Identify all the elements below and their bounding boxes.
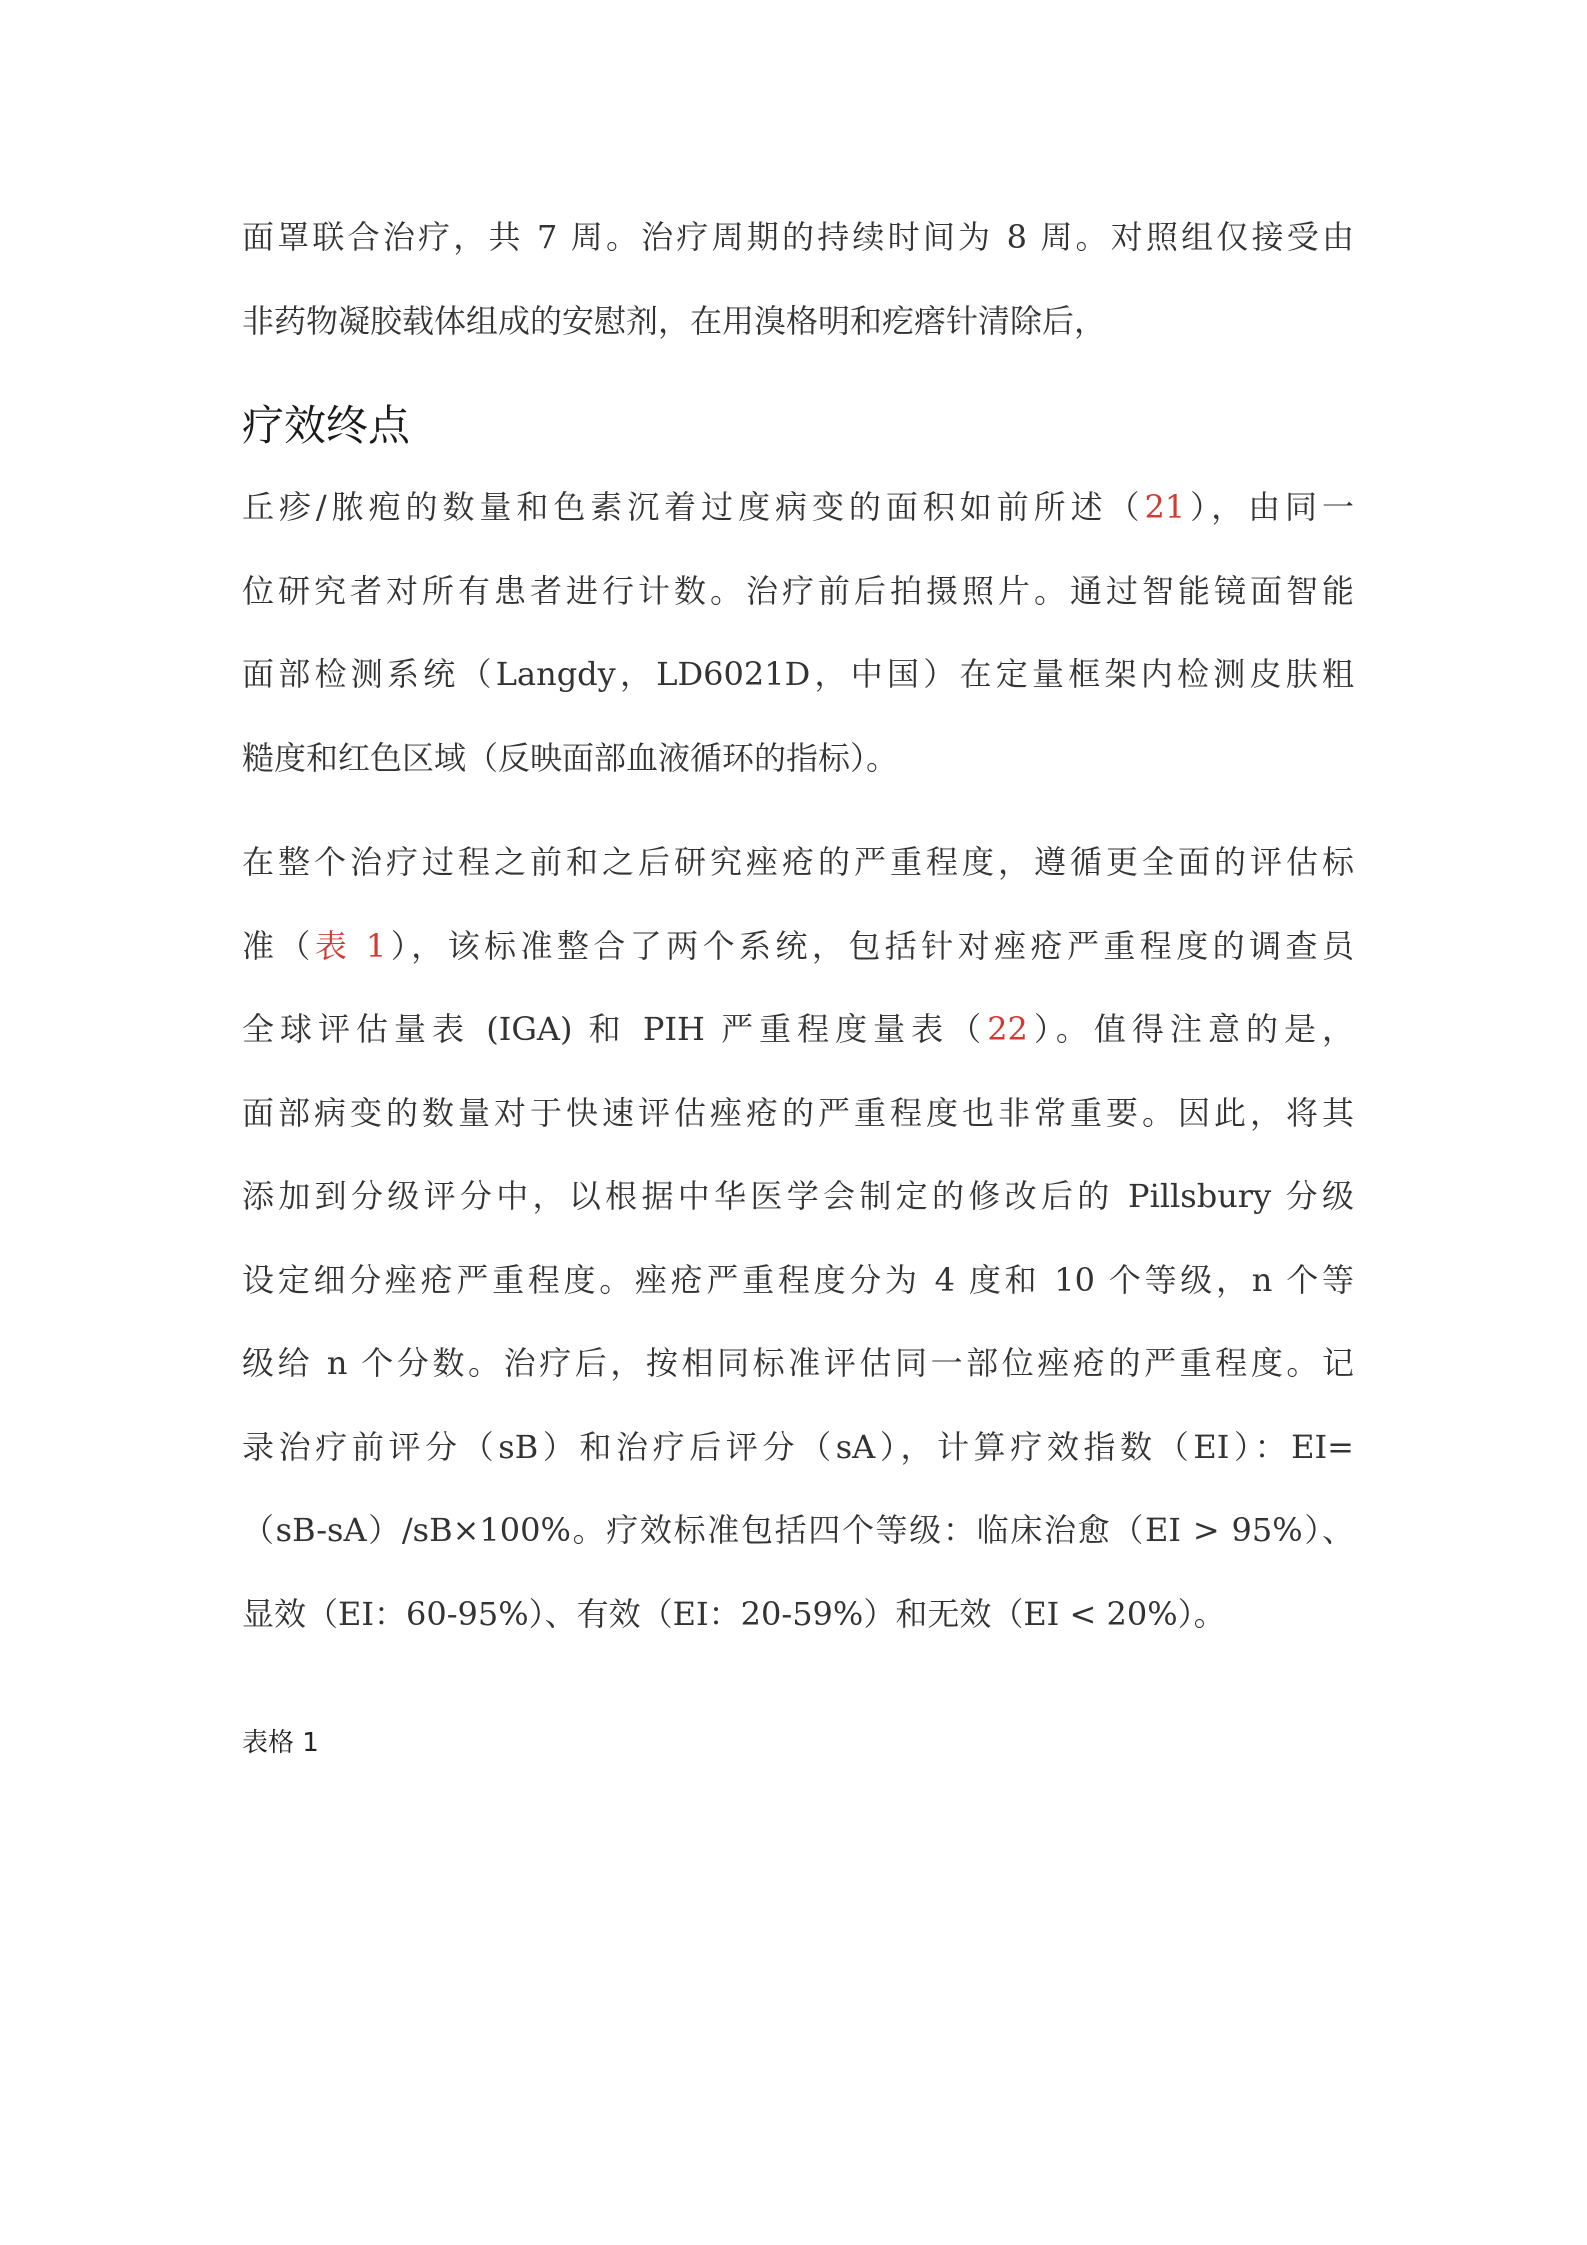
paragraph-line (242, 466, 1354, 550)
paragraph-line: 级给 n 个分数。治疗后，按相同标准评估同一部位痤疮的严重程度。记 (242, 1344, 1354, 1382)
endpoints-paragraph (242, 466, 1354, 800)
line-text: ）。值得注意的是， (1027, 1010, 1354, 1048)
intro-paragraph (242, 196, 1354, 363)
line-text: 全球评估量表 (IGA) 和 PIH 严重程度量表（ (242, 1010, 988, 1048)
reference-link-21[interactable]: 21 (1144, 488, 1186, 526)
line-text: 丘疹/脓疱的数量和色素沉着过度病变的面积如前所述（ (242, 488, 1145, 526)
paragraph-line: （sB-sA）/sB×100%。疗效标准包括四个等级：临床治愈（EI > 95%）、 (242, 1511, 1354, 1549)
paragraph-line: 面部病变的数量对于快速评估痤疮的严重程度也非常重要。因此，将其 (242, 1093, 1354, 1132)
line-text: ），该标准整合了两个系统，包括针对痤疮严重程度的调查员 (386, 926, 1354, 965)
line-text: ），由同一 (1185, 488, 1354, 526)
table-1-link[interactable]: 表 1 (314, 926, 387, 965)
paragraph-line: 面部检测系统（Langdy，LD6021D，中国）在定量框架内检测皮肤粗 (242, 655, 1354, 693)
paragraph-line: 位研究者对所有患者进行计数。治疗前后拍摄照片。通过智能镜面智能 (242, 571, 1354, 610)
table-caption: 表格 1 (242, 1728, 319, 1758)
paragraph-line: 在整个治疗过程之前和之后研究痤疮的严重程度，遵循更全面的评估标 (242, 843, 1354, 881)
section-heading: 疗效终点 (242, 401, 411, 450)
paragraph-line (242, 905, 1354, 989)
reference-link-22[interactable]: 22 (987, 1010, 1028, 1048)
paragraph-line (242, 988, 1354, 1072)
paragraph-line: 录治疗前评分（sB）和治疗后评分（sA），计算疗效指数（EI）：EI= (242, 1427, 1354, 1466)
paragraph-line: 显效（EI：60-95%）、有效（EI：20-59%）和无效（EI < 20%）。 (242, 1594, 1226, 1633)
paragraph-line: 添加到分级评分中，以根据中华医学会制定的修改后的 Pillsbury 分级 (242, 1177, 1354, 1215)
paragraph-line: 面罩联合治疗，共 7 周。治疗周期的持续时间为 8 周。对照组仅接受由 (242, 218, 1354, 256)
paragraph-line: 糙度和红色区域（反映面部血液循环的指标）。 (242, 738, 899, 777)
paragraph-line: 设定细分痤疮严重程度。痤疮严重程度分为 4 度和 10 个等级，n 个等 (242, 1260, 1354, 1299)
paragraph-line: 非药物凝胶载体组成的安慰剂，在用溴格明和疙瘩针清除后， (242, 301, 1107, 340)
document-body (242, 196, 1354, 1763)
line-text: 准（ (242, 926, 315, 965)
severity-paragraph (242, 821, 1354, 1656)
